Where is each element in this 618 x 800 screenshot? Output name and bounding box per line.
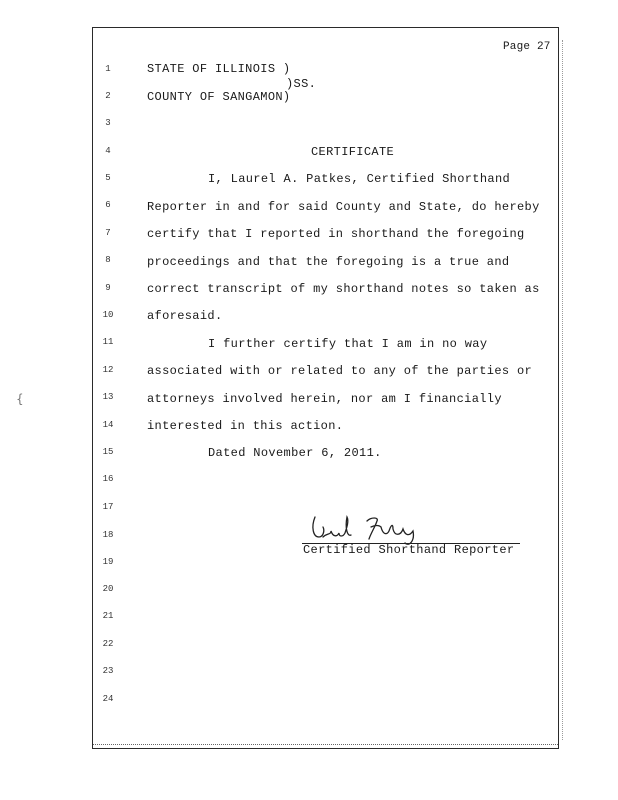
line-number: 20 [102, 584, 114, 594]
line-number: 24 [102, 694, 114, 704]
line-number: 14 [102, 420, 114, 430]
line-number: 6 [105, 200, 111, 210]
line-number: 7 [105, 228, 111, 238]
caption-county: COUNTY OF SANGAMON) [147, 90, 291, 104]
scan-speck: { [16, 392, 24, 406]
line-number: 10 [102, 310, 114, 320]
body-line: associated with or related to any of the parties or [147, 364, 533, 378]
body-line: interested in this action. [147, 419, 344, 433]
line-number: 8 [105, 255, 111, 265]
line-number: 13 [102, 392, 114, 402]
line-number: 16 [102, 474, 114, 484]
body-line: aforesaid. [147, 309, 223, 323]
signature-caption: Certified Shorthand Reporter [303, 543, 515, 557]
page-number: Page 27 [503, 41, 551, 53]
certificate-heading: CERTIFICATE [311, 145, 395, 159]
line-number: 21 [102, 611, 114, 621]
line-number: 3 [105, 118, 111, 128]
body-line: Reporter in and for said County and State, do hereby [147, 200, 540, 214]
caption-ss: )SS. [286, 77, 317, 91]
line-number: 15 [102, 447, 114, 457]
body-line: I, Laurel A. Patkes, Certified Shorthand [208, 172, 511, 186]
caption-state: STATE OF ILLINOIS ) [147, 62, 291, 76]
scan-edge-line [562, 40, 563, 740]
line-number: 19 [102, 557, 114, 567]
line-number: 4 [105, 146, 111, 156]
line-number: 11 [102, 337, 114, 347]
line-number: 5 [105, 173, 111, 183]
body-line: correct transcript of my shorthand notes so taken as [147, 282, 540, 296]
line-number: 2 [105, 91, 111, 101]
reporter-signature [305, 507, 425, 547]
line-number: 9 [105, 283, 111, 293]
line-number: 12 [102, 365, 114, 375]
body-line: I further certify that I am in no way [208, 337, 488, 351]
date-line: Dated November 6, 2011. [208, 446, 382, 460]
line-number: 18 [102, 530, 114, 540]
line-number: 17 [102, 502, 114, 512]
line-number: 23 [102, 666, 114, 676]
transcript-page-frame [92, 27, 559, 749]
line-number: 22 [102, 639, 114, 649]
body-line: proceedings and that the foregoing is a true and [147, 255, 510, 269]
body-line: attorneys involved herein, nor am I financially [147, 392, 502, 406]
body-line: certify that I reported in shorthand the foregoing [147, 227, 525, 241]
line-number: 1 [105, 64, 111, 74]
